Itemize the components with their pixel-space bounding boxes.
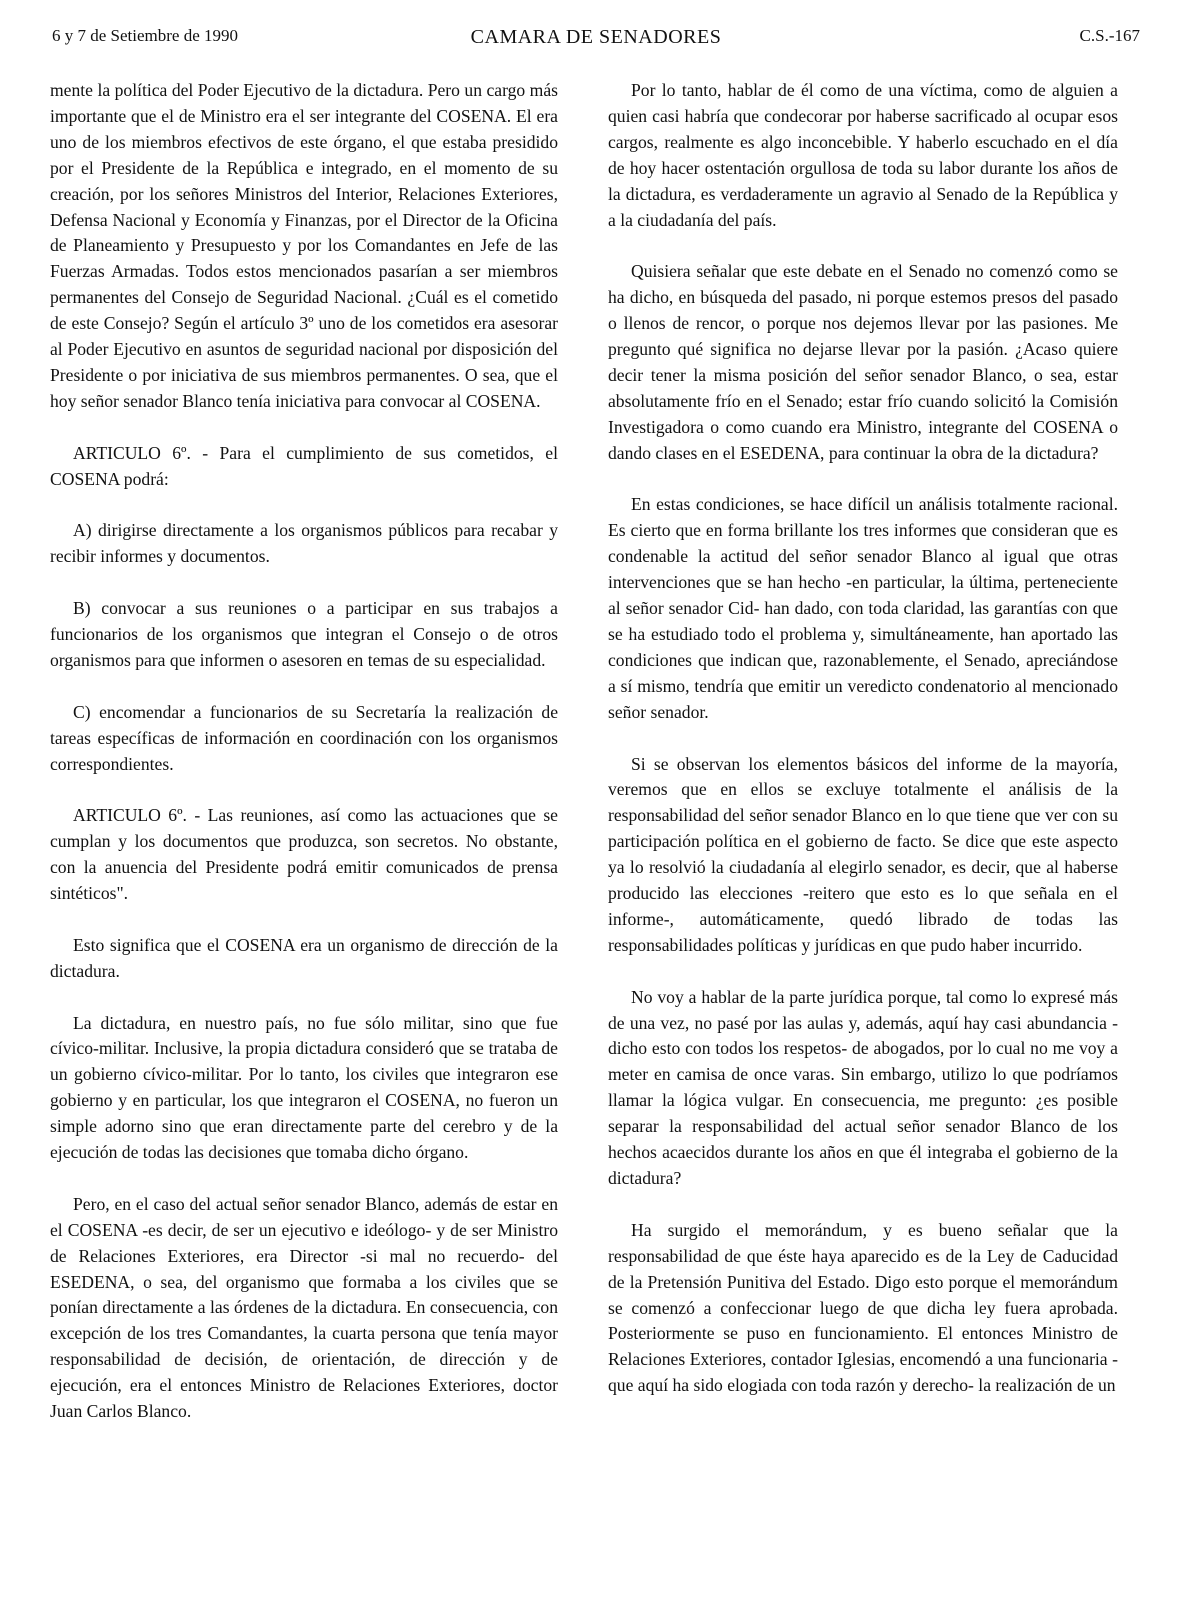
- paragraph: ARTICULO 6º. - Las reuniones, así como las actuaciones que se cumplan y los documentos que produzca, son secretos. No obstante, con la anuencia del Presidente podrá emitir comunicados de prensa sintéticos".: [50, 805, 558, 904]
- paragraph: La dictadura, en nuestro país, no fue sólo militar, sino que fue cívico-militar. Inclusive, la propia dictadura consideró que se trataba de un gobierno cívico-militar. Por lo tanto, los civiles que integraron ese gobierno y en particular, los que integraron el COSENA, no fueron un simple adorno sino que eran directamente parte del cerebro y de la ejecución de todas las decisiones que tomaba dicho órgano.: [50, 1012, 558, 1163]
- paragraph: B) convocar a sus reuniones o a participar en sus trabajos a funcionarios de los organismos que integran el Consejo o de otros organismos para que informen o asesoren en temas de su especialidad.: [50, 598, 558, 670]
- left-column: [50, 78, 558, 1451]
- header-title: CAMARA DE SENADORES: [470, 26, 722, 48]
- paragraph: A) dirigirse directamente a los organismos públicos para recabar y recibir informes y documentos.: [50, 520, 558, 567]
- page-header: [52, 26, 1140, 54]
- paragraph: Pero, en el caso del actual señor senador Blanco, además de estar en el COSENA -es decir, de ser un ejecutivo e ideólogo- y de ser Ministro de Relaciones Exteriores, era Director -si mal no recuerdo- del ESEDENA, o sea, del organismo que formaba a los civiles que se ponían directamente a las órdenes de la dictadura. En consecuencia, con excepción de los tres Comandantes, la cuarta persona que tenía mayor responsabilidad de decisión, de orientación, de dirección y de ejecución, era el entonces Ministro de Relaciones Exteriores, doctor Juan Carlos Blanco.: [50, 1193, 558, 1422]
- header-date: 6 y 7 de Setiembre de 1990: [52, 26, 239, 45]
- paragraph: Ha surgido el memorándum, y es bueno señalar que la responsabilidad de que éste haya aparecido es de la Ley de Caducidad de la Pretensión Punitiva del Estado. Digo esto porque el memorándum se comenzó a confeccionar luego de que dicha ley fuera aprobada. Posteriormente se puso en funcionamiento. El entonces Ministro de Relaciones Exteriores, contador Iglesias, encomendó a una funcionaria -que aquí ha sido elogiada con toda razón y derecho- la realización de un: [608, 1219, 1118, 1396]
- right-column: [608, 78, 1118, 1425]
- paragraph: ARTICULO 6º. - Para el cumplimiento de sus cometidos, el COSENA podrá:: [50, 442, 558, 489]
- paragraph: mente la política del Poder Ejecutivo de la dictadura. Pero un cargo más importante que el de Ministro era el ser integrante del COSENA. El era uno de los miembros efectivos de este órgano, el que estaba presidido por el Presidente de la República e integrado, en el momento de su creación, por los señores Ministros del Interior, Relaciones Exteriores, Defensa Nacional y Economía y Finanzas, por el Director de la Oficina de Planeamiento y Presupuesto y por los Comandantes en Jefe de las Fuerzas Armadas. Todos estos mencionados pasarían a ser miembros permanentes del Consejo de Seguridad Nacional. ¿Cuál es el cometido de este Consejo? Según el artículo 3º uno de los cometidos era asesorar al Poder Ejecutivo en asuntos de seguridad nacional por disposición del Presidente o por iniciativa de sus miembros permanentes. O sea, que el hoy señor senador Blanco tenía iniciativa para convocar al COSENA.: [50, 80, 558, 411]
- header-page-number: C.S.-167: [1079, 26, 1140, 45]
- paragraph: C) encomendar a funcionarios de su Secretaría la realización de tareas específicas de información en coordinación con los organismos correspondientes.: [50, 701, 558, 774]
- paragraph: Por lo tanto, hablar de él como de una víctima, como de alguien a quien casi habría que condecorar por haberse sacrificado al ocupar esos cargos, realmente es algo inconcebible. Y haberlo escuchado en el día de hoy hacer ostentación orgullosa de toda su labor durante los años de la dictadura, es verdaderamente un agravio al Senado de la República y a la ciudadanía del país.: [608, 80, 1118, 230]
- paragraph: En estas condiciones, se hace difícil un análisis totalmente racional. Es cierto que en forma brillante los tres informes que consideran que es condenable la actitud del señor senador Blanco al igual que otras intervenciones que se han hecho -en particular, la última, perteneciente al señor senador Cid- han dado, con toda claridad, las garantías con que se ha estudiado todo el problema y, simultáneamente, han aportado las condiciones que indican que, razonablemente, el Senado, apreciándose a sí mismo, tendría que emitir un veredicto condenatorio al mencionado señor senador.: [608, 494, 1118, 722]
- paragraph: No voy a hablar de la parte jurídica porque, tal como lo expresé más de una vez, no pasé por las aulas y, además, aquí hay casi abundancia -dicho esto con todos los respetos- de abogados, por lo cual no me voy a meter en camisa de once varas. Sin embargo, utilizo lo que podríamos llamar la lógica vulgar. En consecuencia, me pregunto: ¿es posible separar la responsabilidad del actual señor senador Blanco de los hechos acaecidos durante los años en que él integraba el gobierno de la dictadura?: [608, 986, 1118, 1188]
- paragraph: Esto significa que el COSENA era un organismo de dirección de la dictadura.: [50, 934, 558, 981]
- paragraph: Quisiera señalar que este debate en el Senado no comenzó como se ha dicho, en búsqueda del pasado, ni porque estemos presos del pasado o llenos de rencor, o porque nos dejemos llevar por las pasiones. Me pregunto qué significa no dejarse llevar por la pasión. ¿Acaso quiere decir tener la misma posición del señor senador Blanco, o sea, estar absolutamente frío en el Senado; estar frío cuando solicitó la Comisión Investigadora o como cuando era Ministro, integrante del COSENA o dando clases en el ESEDENA, para continuar la obra de la dictadura?: [608, 261, 1118, 463]
- paragraph: Si se observan los elementos básicos del informe de la mayoría, veremos que en ellos se excluye totalmente el análisis de la responsabilidad del señor senador Blanco en lo que tiene que ver con su participación política en el gobierno de facto. Se dice que este aspecto ya lo resolvió la ciudadanía al elegirlo senador, es decir, que al haberse producido las elecciones -reitero que esto es lo que señala en el informe-, automáticamente, quedó librado de todas las responsabilidades políticas y jurídicas en que pudo haber incurrido.: [608, 753, 1118, 955]
